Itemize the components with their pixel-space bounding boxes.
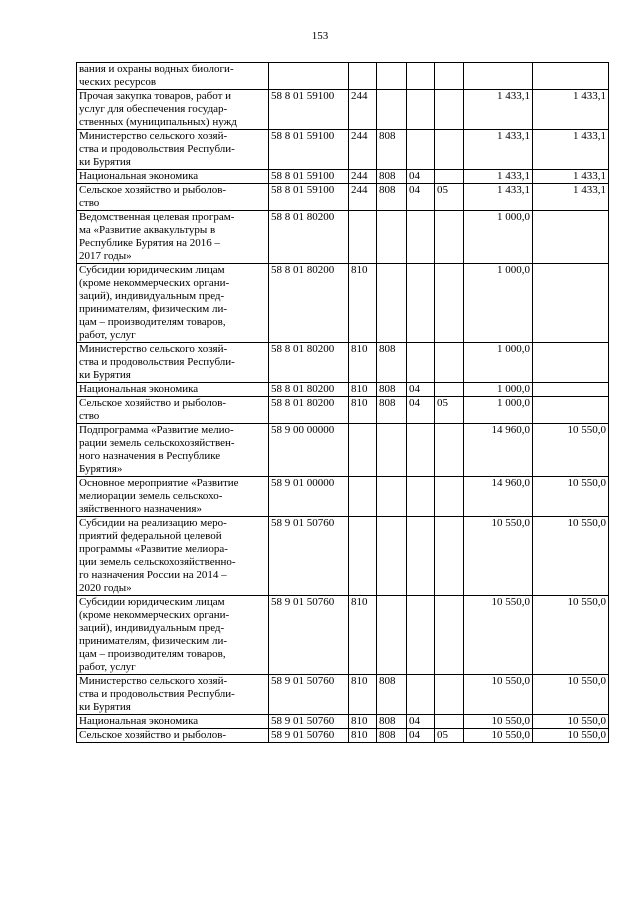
budget-table-body <box>77 63 609 743</box>
row-section-cell <box>407 130 435 170</box>
row-amount-2016-cell: 1 000,0 <box>464 397 533 424</box>
row-section-cell <box>407 675 435 715</box>
row-amount-2016-cell: 1 433,1 <box>464 130 533 170</box>
row-amount-2016-cell <box>464 63 533 90</box>
row-code-cell: 58 8 01 80200 <box>269 343 349 383</box>
row-code-cell: 58 8 01 59100 <box>269 130 349 170</box>
row-code-cell: 58 8 01 80200 <box>269 397 349 424</box>
page-number: 153 <box>311 30 329 42</box>
row-expense-type-cell: 810 <box>349 343 377 383</box>
row-subsection-cell <box>435 170 464 184</box>
row-name-cell: Субсидии на реализацию меро- приятий федеральной целевой программы «Развитие мелиора- ции земель сельскохозяйственно- го назначения России на 2014 – 2020 годы» <box>77 517 269 596</box>
row-amount-2017-cell <box>533 343 609 383</box>
row-subsection-cell <box>435 383 464 397</box>
row-ministry-cell <box>377 90 407 130</box>
row-amount-2017-cell <box>533 63 609 90</box>
row-amount-2017-cell: 10 550,0 <box>533 596 609 675</box>
row-ministry-cell: 808 <box>377 343 407 383</box>
row-subsection-cell <box>435 211 464 264</box>
row-code-cell: 58 9 01 50760 <box>269 596 349 675</box>
row-name-cell: Ведомственная целевая програм- ма «Развитие аквакультуры в Республике Бурятия на 2016 – 2017 годы» <box>77 211 269 264</box>
row-amount-2016-cell: 14 960,0 <box>464 477 533 517</box>
row-section-cell <box>407 264 435 343</box>
row-expense-type-cell: 810 <box>349 715 377 729</box>
row-subsection-cell <box>435 517 464 596</box>
row-ministry-cell: 808 <box>377 383 407 397</box>
row-section-cell <box>407 517 435 596</box>
row-code-cell: 58 8 01 59100 <box>269 90 349 130</box>
row-ministry-cell: 808 <box>377 675 407 715</box>
row-expense-type-cell: 810 <box>349 264 377 343</box>
table-row <box>77 675 609 715</box>
row-section-cell: 04 <box>407 715 435 729</box>
row-ministry-cell <box>377 264 407 343</box>
row-subsection-cell <box>435 264 464 343</box>
row-subsection-cell <box>435 90 464 130</box>
row-expense-type-cell: 810 <box>349 596 377 675</box>
row-subsection-cell <box>435 596 464 675</box>
row-code-cell: 58 8 01 80200 <box>269 211 349 264</box>
row-code-cell: 58 9 00 00000 <box>269 424 349 477</box>
table-row <box>77 383 609 397</box>
row-amount-2017-cell: 10 550,0 <box>533 477 609 517</box>
table-row <box>77 517 609 596</box>
row-amount-2016-cell: 1 000,0 <box>464 264 533 343</box>
row-section-cell <box>407 424 435 477</box>
row-expense-type-cell: 244 <box>349 170 377 184</box>
row-subsection-cell <box>435 424 464 477</box>
row-subsection-cell: 05 <box>435 184 464 211</box>
row-ministry-cell <box>377 63 407 90</box>
row-name-cell: Сельское хозяйство и рыболов- <box>77 729 269 743</box>
row-name-cell: вания и охраны водных биологи- ческих ресурсов <box>77 63 269 90</box>
row-amount-2017-cell: 1 433,1 <box>533 170 609 184</box>
table-row <box>77 264 609 343</box>
row-name-cell: Министерство сельского хозяй- ства и продовольствия Республи- ки Бурятия <box>77 130 269 170</box>
budget-table <box>76 62 609 743</box>
row-section-cell: 04 <box>407 184 435 211</box>
row-amount-2016-cell: 1 000,0 <box>464 211 533 264</box>
row-amount-2016-cell: 10 550,0 <box>464 729 533 743</box>
row-amount-2017-cell: 1 433,1 <box>533 130 609 170</box>
row-code-cell: 58 9 01 50760 <box>269 715 349 729</box>
row-subsection-cell <box>435 130 464 170</box>
row-expense-type-cell: 244 <box>349 90 377 130</box>
row-name-cell: Сельское хозяйство и рыболов- ство <box>77 184 269 211</box>
row-amount-2017-cell: 10 550,0 <box>533 517 609 596</box>
row-ministry-cell: 808 <box>377 729 407 743</box>
table-row <box>77 596 609 675</box>
row-amount-2016-cell: 10 550,0 <box>464 675 533 715</box>
row-expense-type-cell: 244 <box>349 130 377 170</box>
row-subsection-cell: 05 <box>435 729 464 743</box>
row-expense-type-cell: 810 <box>349 675 377 715</box>
row-section-cell <box>407 343 435 383</box>
row-name-cell: Подпрограмма «Развитие мелио- рации земель сельскохозяйствен- ного назначения в Республике Бурятия» <box>77 424 269 477</box>
row-section-cell: 04 <box>407 397 435 424</box>
row-amount-2016-cell: 14 960,0 <box>464 424 533 477</box>
table-row <box>77 130 609 170</box>
row-code-cell: 58 8 01 59100 <box>269 184 349 211</box>
table-row <box>77 397 609 424</box>
row-expense-type-cell: 810 <box>349 397 377 424</box>
row-section-cell <box>407 596 435 675</box>
table-row <box>77 729 609 743</box>
row-amount-2017-cell: 10 550,0 <box>533 715 609 729</box>
row-ministry-cell <box>377 424 407 477</box>
row-code-cell: 58 9 01 00000 <box>269 477 349 517</box>
row-code-cell: 58 8 01 80200 <box>269 264 349 343</box>
row-amount-2016-cell: 1 433,1 <box>464 90 533 130</box>
row-amount-2017-cell: 10 550,0 <box>533 424 609 477</box>
row-amount-2016-cell: 1 000,0 <box>464 343 533 383</box>
row-amount-2016-cell: 1 000,0 <box>464 383 533 397</box>
row-section-cell: 04 <box>407 170 435 184</box>
row-subsection-cell <box>435 343 464 383</box>
row-amount-2017-cell <box>533 383 609 397</box>
table-row <box>77 715 609 729</box>
row-amount-2016-cell: 10 550,0 <box>464 596 533 675</box>
row-subsection-cell <box>435 675 464 715</box>
table-row <box>77 477 609 517</box>
table-row <box>77 170 609 184</box>
row-section-cell <box>407 63 435 90</box>
row-name-cell: Национальная экономика <box>77 715 269 729</box>
row-name-cell: Министерство сельского хозяй- ства и продовольствия Республи- ки Бурятия <box>77 675 269 715</box>
row-ministry-cell: 808 <box>377 130 407 170</box>
row-code-cell: 58 9 01 50760 <box>269 517 349 596</box>
row-expense-type-cell <box>349 211 377 264</box>
row-name-cell: Сельское хозяйство и рыболов- ство <box>77 397 269 424</box>
row-ministry-cell <box>377 596 407 675</box>
row-expense-type-cell <box>349 63 377 90</box>
row-section-cell <box>407 477 435 517</box>
row-code-cell: 58 9 01 50760 <box>269 729 349 743</box>
row-amount-2017-cell <box>533 211 609 264</box>
row-amount-2017-cell: 10 550,0 <box>533 675 609 715</box>
table-row <box>77 63 609 90</box>
row-name-cell: Национальная экономика <box>77 170 269 184</box>
row-section-cell <box>407 211 435 264</box>
row-ministry-cell <box>377 517 407 596</box>
row-amount-2017-cell: 1 433,1 <box>533 184 609 211</box>
row-expense-type-cell: 244 <box>349 184 377 211</box>
row-ministry-cell: 808 <box>377 184 407 211</box>
row-subsection-cell <box>435 715 464 729</box>
row-amount-2016-cell: 10 550,0 <box>464 517 533 596</box>
row-subsection-cell <box>435 477 464 517</box>
table-row <box>77 424 609 477</box>
row-code-cell: 58 8 01 59100 <box>269 170 349 184</box>
row-amount-2017-cell: 10 550,0 <box>533 729 609 743</box>
row-name-cell: Прочая закупка товаров, работ и услуг для обеспечения государ- ственных (муниципальных) нужд <box>77 90 269 130</box>
row-section-cell: 04 <box>407 383 435 397</box>
row-code-cell <box>269 63 349 90</box>
row-amount-2017-cell <box>533 264 609 343</box>
row-name-cell: Основное мероприятие «Развитие мелиорации земель сельскохо- зяйственного назначения» <box>77 477 269 517</box>
row-ministry-cell <box>377 477 407 517</box>
row-amount-2016-cell: 1 433,1 <box>464 170 533 184</box>
row-amount-2016-cell: 10 550,0 <box>464 715 533 729</box>
row-expense-type-cell <box>349 477 377 517</box>
row-name-cell: Министерство сельского хозяй- ства и продовольствия Республи- ки Бурятия <box>77 343 269 383</box>
row-expense-type-cell <box>349 424 377 477</box>
row-expense-type-cell <box>349 517 377 596</box>
row-name-cell: Национальная экономика <box>77 383 269 397</box>
row-ministry-cell: 808 <box>377 715 407 729</box>
row-ministry-cell: 808 <box>377 397 407 424</box>
row-expense-type-cell: 810 <box>349 729 377 743</box>
row-amount-2016-cell: 1 433,1 <box>464 184 533 211</box>
row-subsection-cell <box>435 63 464 90</box>
table-row <box>77 184 609 211</box>
row-name-cell: Субсидии юридическим лицам (кроме некоммерческих органи- заций), индивидуальным пред- принимателям, физическим ли- цам – производителям товаров, работ, услуг <box>77 596 269 675</box>
row-section-cell: 04 <box>407 729 435 743</box>
table-row <box>77 343 609 383</box>
row-code-cell: 58 9 01 50760 <box>269 675 349 715</box>
row-name-cell: Субсидии юридическим лицам (кроме некоммерческих органи- заций), индивидуальным пред- принимателям, физическим ли- цам – производителям товаров, работ, услуг <box>77 264 269 343</box>
row-expense-type-cell: 810 <box>349 383 377 397</box>
row-section-cell <box>407 90 435 130</box>
row-code-cell: 58 8 01 80200 <box>269 383 349 397</box>
table-row <box>77 90 609 130</box>
row-amount-2017-cell <box>533 397 609 424</box>
table-row <box>77 211 609 264</box>
row-subsection-cell: 05 <box>435 397 464 424</box>
row-ministry-cell <box>377 211 407 264</box>
row-amount-2017-cell: 1 433,1 <box>533 90 609 130</box>
row-ministry-cell: 808 <box>377 170 407 184</box>
